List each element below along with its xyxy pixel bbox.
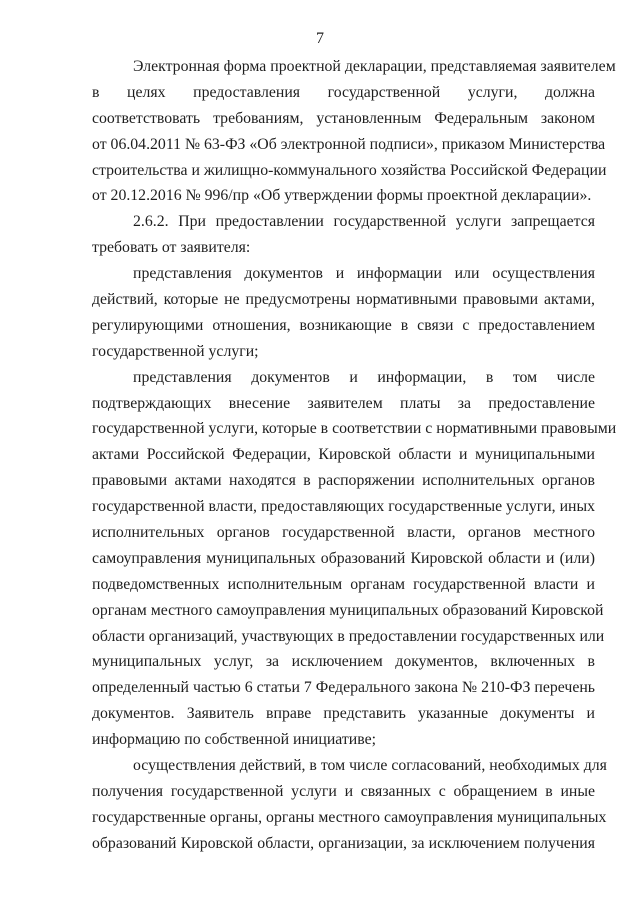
text-line: от 06.04.2011 № 63-ФЗ «Об электронной подписи», приказом Министерства [92,135,606,153]
paragraph-item-actions [92,261,595,365]
text-line: правовыми актами находятся в распоряжении исполнительных органов [92,472,595,490]
page-number: 7 [316,30,324,47]
text-line: Электронная форма проектной декларации, представляемая заявителем [133,58,616,75]
text-line: информацию по собственной инициативе; [92,731,377,749]
text-line: муниципальных услуг, за исключением документов, включенных в [92,653,595,671]
paragraph-item-documents [92,365,617,753]
text-line: государственной услуги; [92,342,259,360]
text-line: государственные органы, органы местного самоуправления муниципальных [92,808,607,826]
text-line: 2.6.2. При предоставлении государственной услуги запрещается [133,213,595,231]
document-body [92,54,617,857]
text-line: государственной услуги, которые в соответствии с нормативными правовыми [92,420,617,438]
paragraph-electronic-form [92,54,616,209]
text-line: регулирующими отношения, возникающие в связи с предоставлением [92,316,595,334]
text-line: определенный частью 6 статьи 7 Федерального закона № 210-ФЗ перечень [92,679,595,697]
text-line: получения государственной услуги и связанных с обращением в иные [92,782,595,800]
text-line: действий, которые не предусмотрены нормативными правовыми актами, [92,291,595,309]
text-line: образований Кировской области, организации, за исключением получения [92,834,595,852]
text-line: государственной власти, предоставляющих государственные услуги, иных [92,498,595,516]
text-line: актами Российской Федерации, Кировской области и муниципальными [92,446,595,464]
text-line: области организаций, участвующих в предоставлении государственных или [92,627,605,645]
text-line: осуществления действий, в том числе согласований, необходимых для [133,757,607,775]
text-line: соответствовать требованиям, установленным Федеральным законом [92,109,595,127]
text-line: представления документов и информации, в том числе [133,368,595,386]
text-line: подведомственных исполнительным органам государственной власти и [92,575,595,593]
text-line: от 20.12.2016 № 996/пр «Об утверждении формы проектной декларации». [92,187,592,205]
text-line: подтверждающих внесение заявителем платы за предоставление [92,394,595,412]
text-line: документов. Заявитель вправе представить указанные документы и [92,705,595,723]
text-line: в целях предоставления государственной услуги, должна [92,83,595,101]
text-line: органам местного самоуправления муниципальных образований Кировской [92,601,604,619]
text-line: самоуправления муниципальных образований Кировской области и (или) [92,549,595,567]
paragraph-item-approvals [92,753,607,857]
text-line: исполнительных органов государственной власти, органов местного [92,524,595,542]
paragraph-section-2-6-2 [92,209,595,261]
text-line: строительства и жилищно-коммунального хозяйства Российской Федерации [92,161,607,179]
text-line: требовать от заявителя: [92,239,251,257]
text-line: представления документов и информации или осуществления [133,265,595,283]
